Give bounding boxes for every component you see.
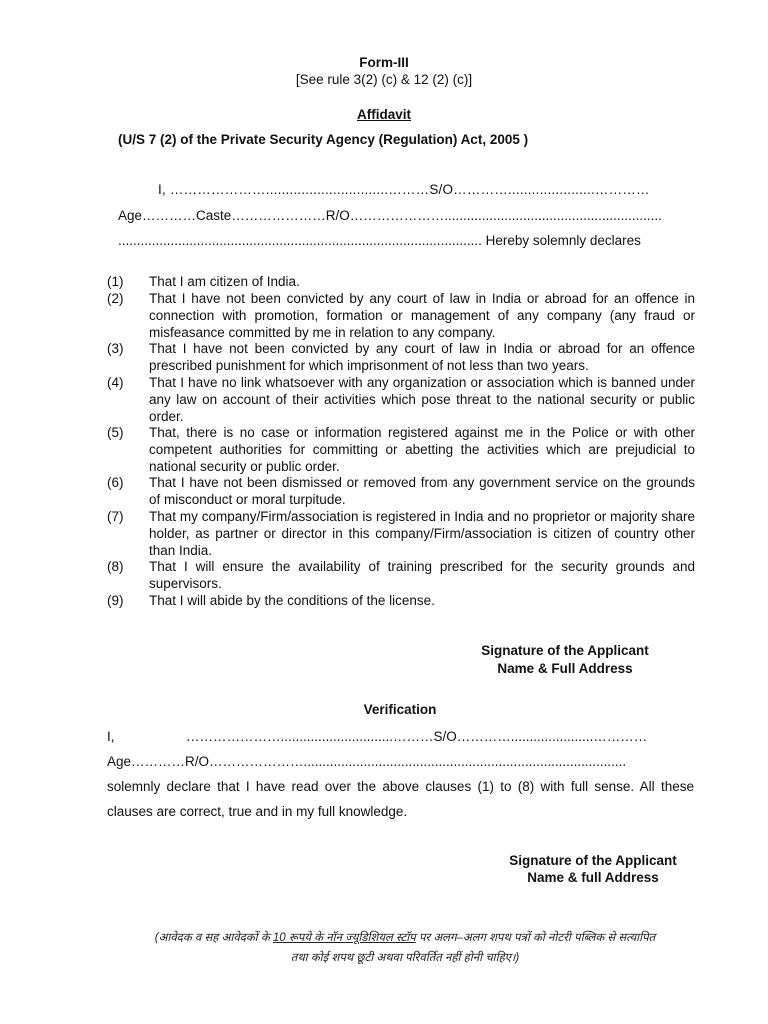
clause-number: (1) xyxy=(107,274,124,289)
signature-label: Signature of the Applicant xyxy=(481,643,649,658)
name-address-label: Name & full Address xyxy=(527,870,659,885)
clause-number: (2) xyxy=(107,291,124,306)
clause-text: That, there is no case or information registered against me in the Police or with other competent authorities for committing or abetting the activities which are prejudicial to national security or public order. xyxy=(149,425,695,474)
clause-text: That I will abide by the conditions of the license. xyxy=(149,593,435,608)
clause-text: That I have not been convicted by any court of law in India or abroad for an offence prescribed punishment for which imprisonment of not less than two years. xyxy=(149,341,695,373)
form-title: Form-III xyxy=(359,55,409,70)
clause-text: That I will ensure the availability of training prescribed for the security grounds and supervisors. xyxy=(149,559,695,591)
hindi-footnote-line1 xyxy=(110,930,700,945)
verification-i-label: I, xyxy=(107,729,115,744)
clause-number: (6) xyxy=(107,475,124,490)
declarant-name-line: I, …………………...............................………S/O…………......................………… xyxy=(158,182,650,197)
verification-title: Verification xyxy=(363,702,437,717)
rule-reference: [See rule 3(2) (c) & 12 (2) (c)] xyxy=(295,72,473,87)
footnote-part-c: पर अलग–अलग शपथ पत्रों को नोटरी पब्लिक से सत्यापित xyxy=(415,932,656,944)
clause-text: That I have no link whatsoever with any organization or association which is banned under any law on account of their activities which pose threat to the national security or public order. xyxy=(149,375,695,424)
verification-age-line: Age…………R/O…………………...................................................................................... xyxy=(107,754,627,769)
declarant-age-line: Age…………Caste…………………R/O………………….......................................................... xyxy=(118,208,662,223)
clause-number: (9) xyxy=(107,593,124,608)
footnote-stamp-note: 10 रूपये के नॉन ज्यूडिशियल स्टॉप xyxy=(272,932,416,944)
clause-number: (3) xyxy=(107,341,124,356)
verification-name-line: …………………..............................………S/O…………......................………… xyxy=(186,729,648,744)
act-reference: (U/S 7 (2) of the Private Security Agency (Regulation) Act, 2005 ) xyxy=(118,132,529,147)
signature-label: Signature of the Applicant xyxy=(509,853,677,868)
clause-text: That I have not been convicted by any court of law in India or abroad for an offence in connection with promotion, formation or management of any company (any fraud or misfeasance committed by me in relation to any company. xyxy=(149,291,695,340)
clause-number: (5) xyxy=(107,425,124,440)
footnote-part-a: (आवेदक व सह आवेदकों के xyxy=(154,932,273,944)
clause-text: That I have not been dismissed or removed from any government service on the grounds of misconduct or moral turpitude. xyxy=(149,475,695,507)
declarant-address-line: ................................................................................................. Hereby solemnly declares xyxy=(118,233,641,248)
clause-text: That my company/Firm/association is registered in India and no proprietor or majority share holder, as partner or director in this company/Firm/association is citizen of country other than India. xyxy=(149,509,695,558)
clause-number: (7) xyxy=(107,509,124,524)
clause-number: (4) xyxy=(107,375,124,390)
clause-number: (8) xyxy=(107,559,124,574)
verification-statement: solemnly declare that I have read over the above clauses (1) to (8) with full sense. All these xyxy=(107,779,694,794)
hindi-footnote-line2: तथा कोई शपथ छूटी अथवा परिवर्तित नहीं होनी चाहिए।) xyxy=(290,952,520,964)
clause-text: That I am citizen of India. xyxy=(149,274,300,289)
name-address-label: Name & Full Address xyxy=(497,661,633,676)
verification-statement-cont: clauses are correct, true and in my full knowledge. xyxy=(107,804,408,819)
affidavit-title: Affidavit xyxy=(357,107,411,122)
